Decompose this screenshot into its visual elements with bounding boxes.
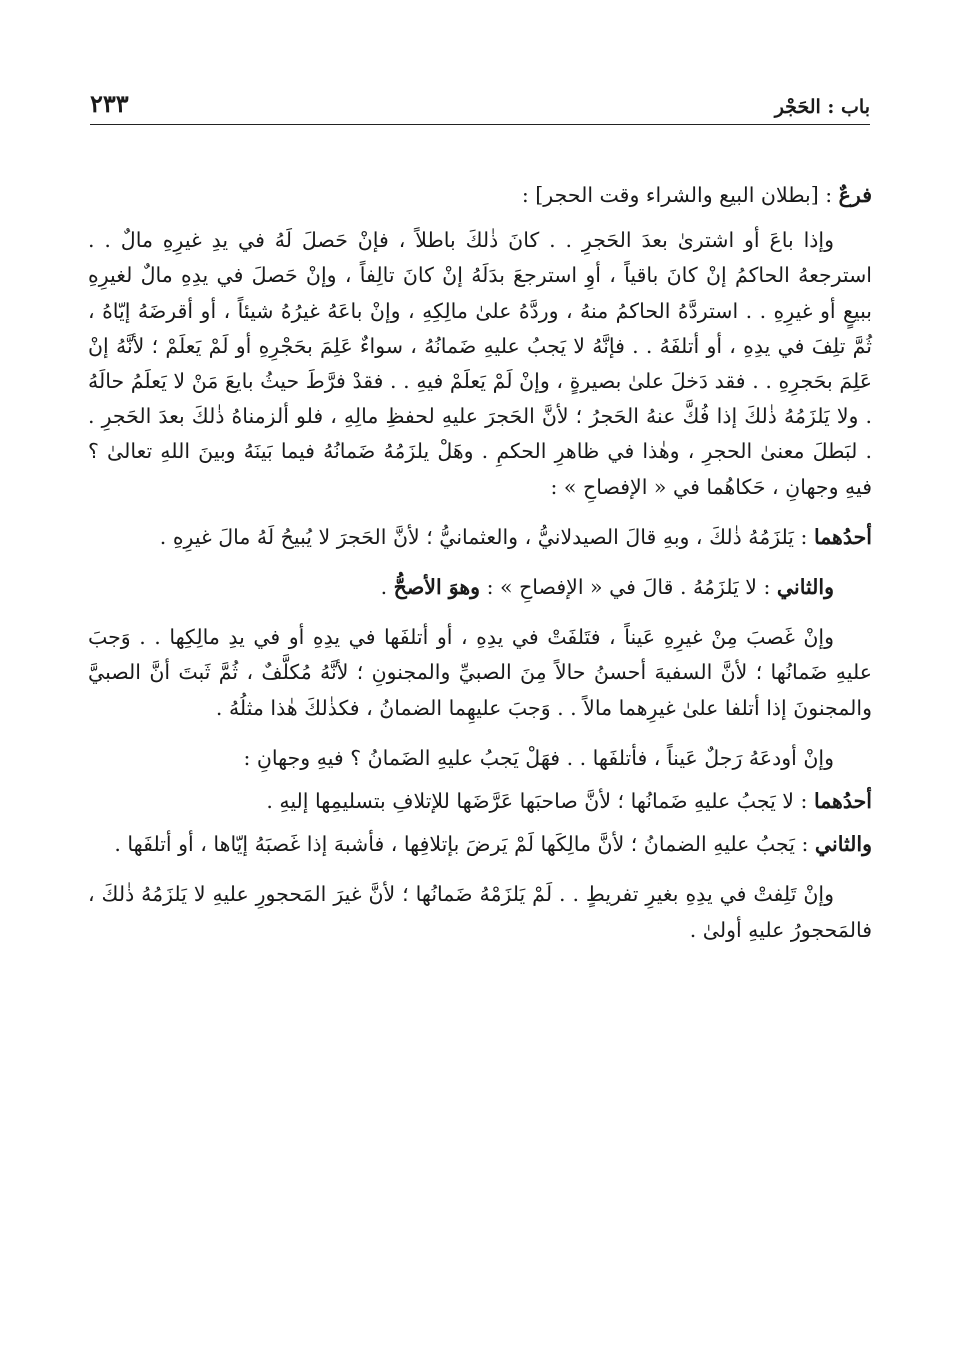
paragraph-3-verdict: وهوَ الأصحُّ [393, 575, 481, 600]
section-heading [88, 178, 872, 213]
paragraph-6-label: أحدُهما [813, 789, 872, 814]
paragraph-2-text: : يَلزَمُهُ ذٰلكَ ، وبهِ قالَ الصيدلانيُّ ، والعثمانيُّ ؛ لأنَّ الحَجرَ لا يُبيحُ لَهُ مالَ غيرِهِ . [159, 524, 814, 549]
paragraph-6 [88, 784, 872, 819]
section-label: فرعٌ [838, 183, 872, 207]
paragraph-8: وإنْ تَلِفتْ في يدِهِ بغيرِ تفريطٍ . . لَمْ يَلزَمْهُ ضَمانُها ؛ لأنَّ غيرَ المَحجورِ عليهِ لا يَلزَمُهُ ذٰلكَ ، فالمَحجورُ عليهِ أولىٰ . [88, 882, 872, 942]
paragraph-3-end: . [380, 575, 394, 600]
paragraph-6-text: : لا يَجبُ عليهِ ضَمانُها ؛ لأنَّ صاحبَها عَرَّضَها للإتلافِ بتسليمِها إليهِ . [266, 789, 814, 814]
paragraph-7 [88, 827, 872, 862]
paragraph-4: وإنْ غَصبَ مِنْ غيرِهِ عَيناً ، فتَلفَتْ في يدِهِ ، أو أتلفَها في يدِهِ أو في يدِ مالِكِها . . وَجبَ عليهِ ضَمانُها ؛ لأنَّ السفيهَ أحسنُ حالاً مِنَ الصبيِّ والمجنونِ ؛ لأنَّهُ مُكلَّفٌ ، ثُمَّ ثَبتَ أنَّ الصبيَّ والمجنونَ إذا أتلفا علىٰ غيرِهما مالاً . . وَجبَ عليهِما الضمانُ ، فكذٰلكَ هٰذا مثلُهُ . [88, 625, 872, 720]
paragraph-2 [88, 520, 872, 555]
chapter-title: باب : الحَجْر [774, 96, 870, 118]
paragraph-7-label: والثاني [814, 832, 872, 857]
paragraph-2-label: أحدُهما [813, 524, 872, 549]
section-title: : [بطلان البيع والشراء وقت الحجر] : [521, 183, 839, 207]
paragraph-7-text: : يَجبُ عليهِ الضمانُ ؛ لأنَّ مالِكَها لَمْ يَرضَ بإتلافِها ، فأشبهَ إذا غَصبَهُ إيّاها ، أو أتلفَها . [114, 832, 815, 857]
paragraph-3-text: : لا يَلزَمُهُ . قالَ في « الإفصاحِ » : [480, 575, 777, 600]
paragraph-3 [88, 570, 872, 605]
page-header [90, 78, 870, 125]
paragraph-3-label: والثاني [776, 575, 834, 600]
paragraph-1: وإذا باعَ أو اشترىٰ بعدَ الحَجرِ . . كانَ ذٰلكَ باطلاً ، فإنْ حَصلَ لَهُ في يدِ غيرِهِ مالٌ . . استرجعهُ الحاكمُ إنْ كانَ باقياً ، أوِ استرجعَ بدَلَهُ إنْ كانَ تالِفاً ، وإنْ حَصلَ في يدِهِ مالٌ لغيرِهِ ببيعٍ أو غيرِهِ . . استردَّهُ الحاكمُ منهُ ، وردَّهُ علىٰ مالِكِهِ ، وإنْ باعَهُ غيرُهُ شيئاً ، أو أقرضَهُ إيّاهُ ، ثُمَّ تلِفَ في يدِهِ ، أو أتلفَهُ . . فإنَّهُ لا يَجبُ عليهِ ضَمانُهُ ، سواءٌ عَلِمَ بحَجْرِهِ أو لَمْ يَعلَمْ ؛ لأنَّهُ إنْ عَلِمَ بحَجرِهِ . . فقد دَخلَ علىٰ بصيرةٍ ، وإنْ لَمْ يَعلَمْ فيهِ . . فقدْ فرَّطَ حيثُ بايعَ مَنْ لا يَعلَمُ حالَهُ . ولا يَلزَمُهُ ذٰلكَ إذا فُكَّ عنهُ الحَجرُ ؛ لأنَّ الحَجرَ عليهِ لحفظِ مالِهِ ، فلو ألزمناهُ ذٰلكَ بعدَ الحَجرِ . . لبَطلَ معنىٰ الحجرِ ، وهٰذا في ظاهرِ الحكمِ . وهَلْ يلزَمُهُ ضَمانُهُ فيما بَينَهُ وبينَ اللهِ تعالىٰ ؟ فيهِ وجهانِ ، حَكاهُما في « الإفصاحِ » : [88, 228, 872, 499]
page-number: ٢٣٣ [90, 89, 129, 118]
page-body [88, 178, 872, 948]
paragraph-5: وإنْ أودعَهُ رَجلٌ عَيناً ، فأتلفَها . . فهَلْ يَجبُ عليهِ الضَمانُ ؟ فيهِ وجهانِ : [243, 745, 834, 770]
